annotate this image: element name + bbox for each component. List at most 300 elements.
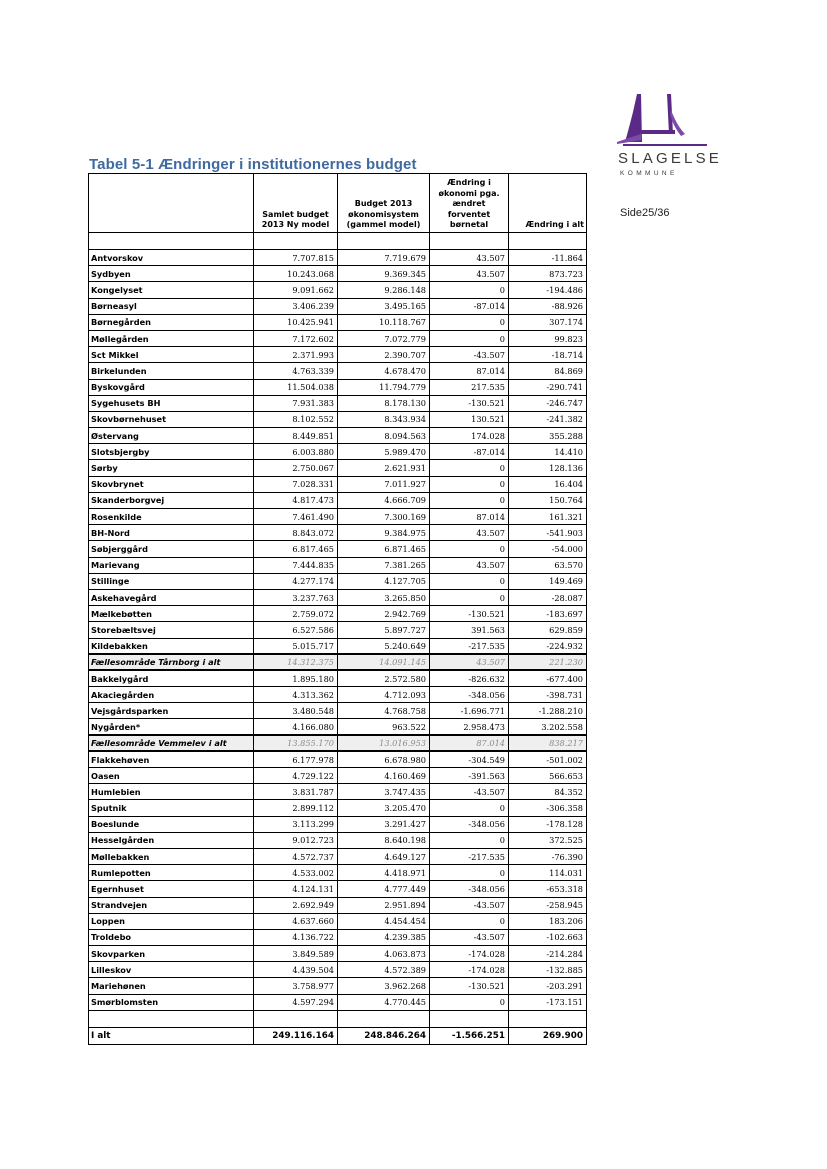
row-samlet: 3.831.787 [254,784,338,800]
row-samlet: 4.277.174 [254,573,338,589]
row-samlet: 5.015.717 [254,638,338,654]
row-samlet: 7.444.835 [254,557,338,573]
row-samlet: 3.480.548 [254,703,338,719]
row-samlet: 2.750.067 [254,460,338,476]
table-subtotal-row [89,735,587,751]
row-name: Bakkelygård [89,670,254,686]
table-header-row [89,174,587,233]
table-row [89,379,587,395]
row-budget: 4.712.093 [338,687,430,703]
row-aendring: 183.206 [509,913,587,929]
row-aendring: -178.128 [509,816,587,832]
row-boernetal: 0 [430,476,509,492]
row-budget: 7.011.927 [338,476,430,492]
row-budget: 963.522 [338,719,430,735]
table-row [89,703,587,719]
table-subtotal-row [89,654,587,670]
row-name: Lilleskov [89,962,254,978]
row-boernetal: 217.535 [430,379,509,395]
row-samlet: 7.028.331 [254,476,338,492]
row-boernetal: 87.014 [430,363,509,379]
row-aendring: -224.932 [509,638,587,654]
row-name: Stillinge [89,573,254,589]
row-budget: 3.205.470 [338,800,430,816]
row-boernetal: 0 [430,589,509,605]
row-budget: 2.621.931 [338,460,430,476]
row-name: Askehavegård [89,589,254,605]
row-boernetal: 174.028 [430,428,509,444]
row-name: Flakkehøven [89,751,254,767]
table-row [89,347,587,363]
row-boernetal: -348.056 [430,881,509,897]
row-budget: 8.343.934 [338,411,430,427]
row-name: Skovparken [89,946,254,962]
row-aendring: -677.400 [509,670,587,686]
table-row [89,298,587,314]
row-name: Oasen [89,768,254,784]
row-budget: 7.719.679 [338,250,430,266]
row-samlet: 2.899.112 [254,800,338,816]
table-total-row [89,1027,587,1044]
table-row [89,832,587,848]
table-row [89,476,587,492]
row-aendring: -501.002 [509,751,587,767]
row-aendring: 566.653 [509,768,587,784]
row-name: Antvorskov [89,250,254,266]
column-header-aendring-i-alt: Ændring i alt [509,174,587,233]
row-budget: 6.678.980 [338,751,430,767]
table-row [89,606,587,622]
row-name: Marievang [89,557,254,573]
row-samlet: 3.849.589 [254,946,338,962]
row-aendring: 150.764 [509,492,587,508]
row-boernetal: 43.507 [430,266,509,282]
row-name: Børneasyl [89,298,254,314]
row-samlet: 2.692.949 [254,897,338,913]
table-row [89,638,587,654]
row-budget: 3.495.165 [338,298,430,314]
table-row [89,492,587,508]
row-samlet: 4.817.473 [254,492,338,508]
table-row [89,395,587,411]
table-row [89,994,587,1010]
row-samlet: 4.637.660 [254,913,338,929]
row-boernetal: -43.507 [430,897,509,913]
row-budget: 4.777.449 [338,881,430,897]
row-aendring: -241.382 [509,411,587,427]
row-budget: 14.091.145 [338,654,430,670]
row-samlet: 2.759.072 [254,606,338,622]
row-name: Rumlepotten [89,865,254,881]
row-name: Østervang [89,428,254,444]
row-boernetal: 391.563 [430,622,509,638]
row-samlet: 1.895.180 [254,670,338,686]
row-boernetal: 43.507 [430,654,509,670]
row-aendring: -398.731 [509,687,587,703]
row-aendring: 372.525 [509,832,587,848]
row-aendring: -246.747 [509,395,587,411]
table-row [89,848,587,864]
row-boernetal: -130.521 [430,606,509,622]
row-samlet: 6.177.978 [254,751,338,767]
row-budget: 3.265.850 [338,589,430,605]
row-budget: 11.794.779 [338,379,430,395]
row-samlet: 6.817.465 [254,541,338,557]
row-budget: 9.384.975 [338,525,430,541]
table-row [89,266,587,282]
row-name: Kildebakken [89,638,254,654]
row-samlet: 4.136.722 [254,929,338,945]
row-samlet: 4.533.002 [254,865,338,881]
row-boernetal: 43.507 [430,250,509,266]
row-aendring: -132.885 [509,962,587,978]
table-row [89,622,587,638]
row-boernetal: -217.535 [430,848,509,864]
row-aendring: 838.217 [509,735,587,751]
row-samlet: 9.012.723 [254,832,338,848]
row-budget: 3.962.268 [338,978,430,994]
row-boernetal: 43.507 [430,557,509,573]
row-boernetal: 0 [430,832,509,848]
table-row [89,460,587,476]
row-aendring: -183.697 [509,606,587,622]
row-name: Hesselgården [89,832,254,848]
row-name: Boeslunde [89,816,254,832]
row-samlet: 7.707.815 [254,250,338,266]
table-row [89,363,587,379]
row-samlet: 9.091.662 [254,282,338,298]
row-aendring: -28.087 [509,589,587,605]
row-boernetal: -348.056 [430,816,509,832]
table-row [89,557,587,573]
row-samlet: 10.243.068 [254,266,338,282]
table-spacer-row [89,233,587,250]
row-name: Skanderborgvej [89,492,254,508]
row-name: Fællesområde Vemmelev i alt [89,735,254,751]
row-boernetal: 0 [430,330,509,346]
row-boernetal: 0 [430,913,509,929]
table-row [89,282,587,298]
table-row [89,573,587,589]
row-aendring: 161.321 [509,509,587,525]
row-samlet: 3.237.763 [254,589,338,605]
row-name: Skovbørnehuset [89,411,254,427]
table-row [89,881,587,897]
row-samlet: 8.843.072 [254,525,338,541]
row-samlet: 4.313.362 [254,687,338,703]
row-aendring: 14.410 [509,444,587,460]
table-row [89,865,587,881]
row-budget: 4.160.469 [338,768,430,784]
row-samlet: 7.461.490 [254,509,338,525]
table-row [89,541,587,557]
logo-name: SLAGELSE [618,150,722,167]
row-aendring: 307.174 [509,314,587,330]
column-header-aendring-boernetal: Ændring i økonomi pga. ændret forventet børnetal [430,174,509,233]
row-aendring: 128.136 [509,460,587,476]
row-samlet: 8.449.851 [254,428,338,444]
row-aendring: -76.390 [509,848,587,864]
table-row [89,751,587,767]
row-budget: 5.989.470 [338,444,430,460]
row-aendring: -1.288.210 [509,703,587,719]
row-name: Kongelyset [89,282,254,298]
row-aendring: -54.000 [509,541,587,557]
row-name: Humlebien [89,784,254,800]
row-boernetal: -217.535 [430,638,509,654]
total-label: I alt [89,1027,254,1044]
row-budget: 4.572.389 [338,962,430,978]
row-boernetal: -87.014 [430,444,509,460]
row-samlet: 4.763.339 [254,363,338,379]
row-boernetal: 0 [430,800,509,816]
row-name: Birkelunden [89,363,254,379]
table-row [89,589,587,605]
row-boernetal: -348.056 [430,687,509,703]
row-samlet: 14.312.375 [254,654,338,670]
row-budget: 4.063.873 [338,946,430,962]
row-budget: 4.127.705 [338,573,430,589]
budget-table [88,173,587,1045]
table-row [89,946,587,962]
row-aendring: 84.352 [509,784,587,800]
row-samlet: 4.729.122 [254,768,338,784]
table-row [89,929,587,945]
row-name: BH-Nord [89,525,254,541]
logo-subtitle: KOMMUNE [620,170,678,177]
row-budget: 6.871.465 [338,541,430,557]
table-row [89,962,587,978]
row-budget: 4.239.385 [338,929,430,945]
row-boernetal: -174.028 [430,946,509,962]
row-budget: 2.572.580 [338,670,430,686]
row-aendring: -653.318 [509,881,587,897]
row-boernetal: 0 [430,573,509,589]
row-aendring: 84.869 [509,363,587,379]
row-boernetal: -87.014 [430,298,509,314]
row-name: Mariehønen [89,978,254,994]
row-aendring: 873.723 [509,266,587,282]
row-budget: 9.286.148 [338,282,430,298]
slagelse-kommune-logo [615,90,722,185]
row-budget: 13.016.953 [338,735,430,751]
row-budget: 4.454.454 [338,913,430,929]
row-budget: 7.381.265 [338,557,430,573]
row-name: Egernhuset [89,881,254,897]
row-budget: 4.649.127 [338,848,430,864]
row-boernetal: 87.014 [430,735,509,751]
row-aendring: -290.741 [509,379,587,395]
row-name: Skovbrynet [89,476,254,492]
row-name: Sputnik [89,800,254,816]
row-boernetal: 87.014 [430,509,509,525]
total-boernetal: -1.566.251 [430,1027,509,1044]
row-boernetal: -391.563 [430,768,509,784]
row-aendring: 3.202.558 [509,719,587,735]
row-aendring: -214.284 [509,946,587,962]
row-name: Akaciegården [89,687,254,703]
row-boernetal: -130.521 [430,978,509,994]
row-samlet: 7.172.602 [254,330,338,346]
row-name: Sygehusets BH [89,395,254,411]
row-boernetal: -1.696.771 [430,703,509,719]
row-boernetal: -826.632 [430,670,509,686]
row-aendring: -203.291 [509,978,587,994]
row-budget: 3.747.435 [338,784,430,800]
row-boernetal: 0 [430,994,509,1010]
table-row [89,525,587,541]
table-row [89,314,587,330]
row-aendring: 16.404 [509,476,587,492]
row-name: Møllebakken [89,848,254,864]
row-boernetal: 130.521 [430,411,509,427]
total-samlet: 249.116.164 [254,1027,338,1044]
row-boernetal: 2.958.473 [430,719,509,735]
row-budget: 4.770.445 [338,994,430,1010]
table-row [89,913,587,929]
row-samlet: 3.113.299 [254,816,338,832]
table-row [89,509,587,525]
row-budget: 8.178.130 [338,395,430,411]
row-samlet: 4.597.294 [254,994,338,1010]
table-row [89,687,587,703]
row-name: Troldebo [89,929,254,945]
row-budget: 9.369.345 [338,266,430,282]
row-samlet: 3.406.239 [254,298,338,314]
row-name: Søbjerggård [89,541,254,557]
row-budget: 2.390.707 [338,347,430,363]
row-boernetal: 0 [430,492,509,508]
row-aendring: 63.570 [509,557,587,573]
total-budget: 248.846.264 [338,1027,430,1044]
row-name: Storebæltsvej [89,622,254,638]
row-budget: 2.942.769 [338,606,430,622]
row-budget: 5.240.649 [338,638,430,654]
row-name: Loppen [89,913,254,929]
column-header-name [89,174,254,233]
row-budget: 4.418.971 [338,865,430,881]
row-boernetal: 0 [430,460,509,476]
row-boernetal: -174.028 [430,962,509,978]
row-samlet: 7.931.383 [254,395,338,411]
row-samlet: 4.439.504 [254,962,338,978]
row-aendring: 355.288 [509,428,587,444]
row-aendring: -306.358 [509,800,587,816]
table-row [89,897,587,913]
row-boernetal: 0 [430,865,509,881]
row-aendring: -541.903 [509,525,587,541]
row-aendring: 149.469 [509,573,587,589]
table-row [89,719,587,735]
row-name: Nygården* [89,719,254,735]
row-samlet: 2.371.993 [254,347,338,363]
row-name: Vejsgårdsparken [89,703,254,719]
row-aendring: 629.859 [509,622,587,638]
row-name: Fællesområde Tårnborg i alt [89,654,254,670]
row-budget: 4.768.758 [338,703,430,719]
table-row [89,768,587,784]
row-budget: 10.118.767 [338,314,430,330]
row-name: Slotsbjergby [89,444,254,460]
row-name: Byskovgård [89,379,254,395]
row-aendring: -173.151 [509,994,587,1010]
row-boernetal: 0 [430,314,509,330]
table-row [89,330,587,346]
row-budget: 2.951.894 [338,897,430,913]
row-aendring: 221.230 [509,654,587,670]
row-samlet: 4.124.131 [254,881,338,897]
row-aendring: 114.031 [509,865,587,881]
row-name: Mælkebøtten [89,606,254,622]
row-aendring: 99.823 [509,330,587,346]
row-boernetal: 0 [430,541,509,557]
row-samlet: 6.003.880 [254,444,338,460]
row-samlet: 6.527.586 [254,622,338,638]
column-header-samlet-budget: Samlet budget 2013 Ny model [254,174,338,233]
total-aendring: 269.900 [509,1027,587,1044]
row-name: Møllegården [89,330,254,346]
table-row [89,444,587,460]
row-budget: 8.640.198 [338,832,430,848]
row-boernetal: -130.521 [430,395,509,411]
row-budget: 4.678.470 [338,363,430,379]
logo-mark-icon [615,90,715,150]
column-header-budget-gammel: Budget 2013 økonomisystem (gammel model) [338,174,430,233]
row-budget: 3.291.427 [338,816,430,832]
row-budget: 5.897.727 [338,622,430,638]
row-name: Børnegården [89,314,254,330]
row-name: Strandvejen [89,897,254,913]
row-samlet: 4.572.737 [254,848,338,864]
row-boernetal: -304.549 [430,751,509,767]
table-row [89,250,587,266]
row-aendring: -88.926 [509,298,587,314]
row-aendring: -18.714 [509,347,587,363]
table-body [89,250,587,1011]
row-boernetal: -43.507 [430,347,509,363]
row-samlet: 10.425.941 [254,314,338,330]
table-row [89,411,587,427]
row-name: Rosenkilde [89,509,254,525]
row-name: Sørby [89,460,254,476]
row-boernetal: -43.507 [430,784,509,800]
table-row [89,816,587,832]
row-samlet: 3.758.977 [254,978,338,994]
table-row [89,670,587,686]
row-samlet: 4.166.080 [254,719,338,735]
table-row [89,428,587,444]
row-aendring: -102.663 [509,929,587,945]
row-boernetal: 0 [430,282,509,298]
table-row [89,978,587,994]
row-budget: 4.666.709 [338,492,430,508]
row-boernetal: 43.507 [430,525,509,541]
row-aendring: -11.864 [509,250,587,266]
row-budget: 7.072.779 [338,330,430,346]
row-budget: 7.300.169 [338,509,430,525]
table-row [89,784,587,800]
row-name: Sct Mikkel [89,347,254,363]
row-samlet: 13.855.170 [254,735,338,751]
row-boernetal: -43.507 [430,929,509,945]
table-title: Tabel 5-1 Ændringer i institutionernes budget [89,156,417,173]
row-samlet: 8.102.552 [254,411,338,427]
row-samlet: 11.504.038 [254,379,338,395]
row-budget: 8.094.563 [338,428,430,444]
row-aendring: -258.945 [509,897,587,913]
table-blank-row [89,1010,587,1027]
row-aendring: -194.486 [509,282,587,298]
